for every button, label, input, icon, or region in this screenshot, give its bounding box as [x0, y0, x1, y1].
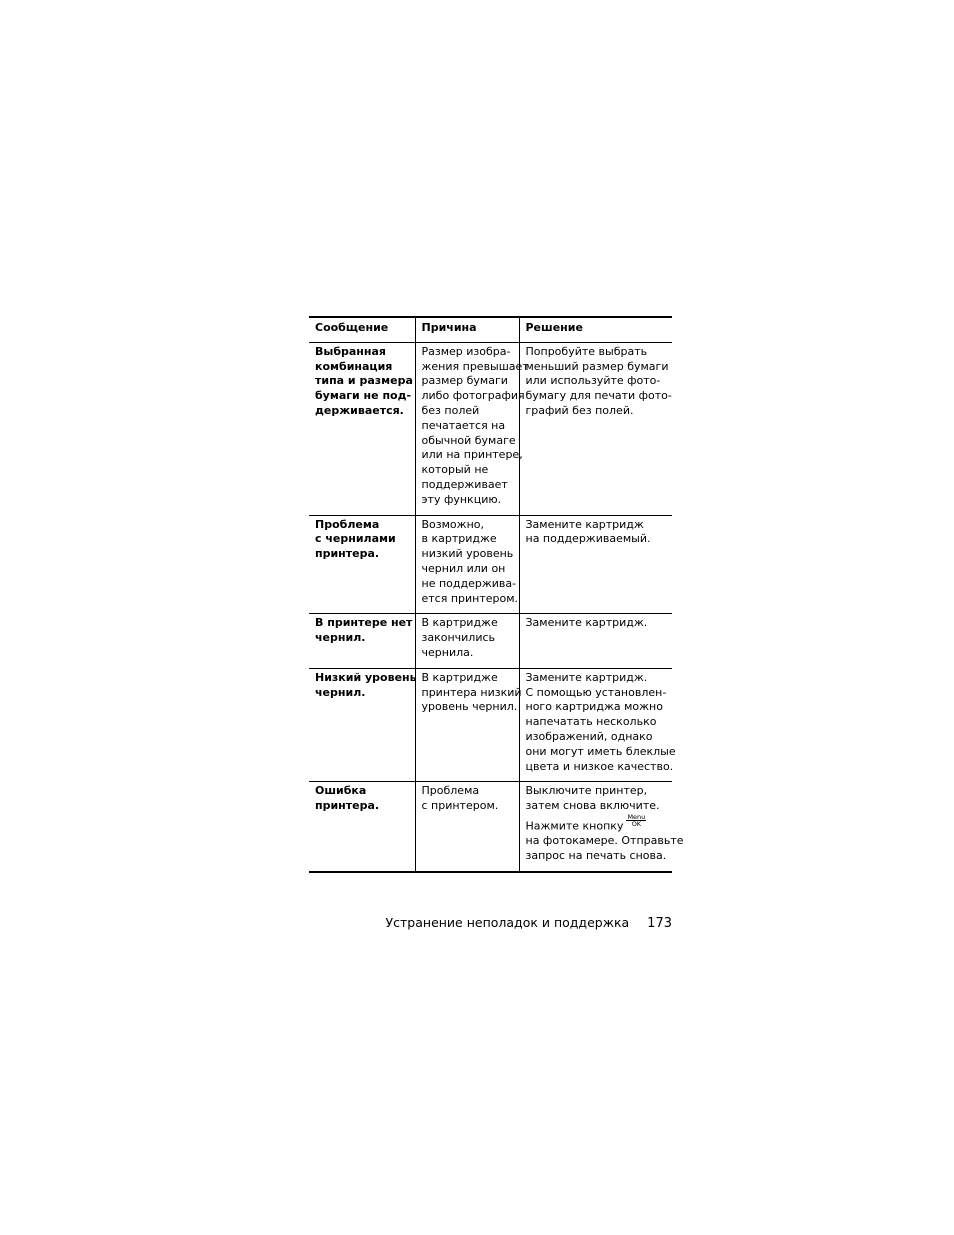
- solution-line-with-button: [526, 814, 669, 834]
- footer-section-title: Устранение неполадок и поддержка: [385, 915, 630, 930]
- press-button-text: Нажмите кнопку: [525, 819, 624, 833]
- message-line: Ошибка: [315, 784, 367, 798]
- cause-line: печатается на: [421, 418, 506, 432]
- cause-line: низкий уровень: [421, 547, 514, 561]
- solution-cell: [519, 515, 672, 614]
- message-line: Выбранная: [315, 344, 386, 358]
- solution-line: бумагу для печати фото-: [525, 389, 672, 403]
- troubleshooting-table: [309, 316, 684, 873]
- solution-line: С помощью установлен-: [525, 685, 667, 699]
- cause-line: уровень чернил.: [421, 700, 518, 714]
- cause-line: либо фотография: [421, 389, 525, 403]
- message-line: Низкий уровень: [315, 670, 417, 684]
- solution-cell: [519, 668, 676, 782]
- cause-line: обычной бумаге: [421, 433, 516, 447]
- cause-line: Проблема: [421, 784, 480, 798]
- solution-line: Выключите принтер,: [525, 784, 648, 798]
- solution-line: графий без полей.: [525, 403, 634, 417]
- cause-line: без полей: [421, 403, 480, 417]
- cause-line: В картридже: [421, 616, 498, 630]
- header-cause: Причина: [415, 317, 519, 342]
- cause-line: принтера низкий: [421, 685, 522, 699]
- solution-cell: [519, 614, 672, 668]
- table-row: [309, 515, 672, 614]
- cause-cell: [415, 782, 519, 872]
- cause-line: который не: [421, 463, 489, 477]
- message-cell: [309, 668, 415, 782]
- table-header-row: [309, 317, 672, 342]
- table-row: [309, 614, 672, 668]
- cause-line: размер бумаги: [421, 374, 508, 388]
- message-line: бумаги не под-: [315, 389, 412, 403]
- solution-cell: [519, 342, 672, 515]
- solution-line: изображений, однако: [525, 729, 653, 743]
- solution-line: меньший размер бумаги: [525, 359, 669, 373]
- table-row: [309, 668, 672, 782]
- cause-line: в картридже: [421, 532, 497, 546]
- solution-line: на поддерживаемый.: [525, 532, 651, 546]
- message-line: В принтере нет: [315, 616, 413, 630]
- cause-line: закончились: [421, 631, 496, 645]
- solution-line: или используйте фото-: [525, 374, 661, 388]
- solution-cell: [519, 782, 684, 872]
- cause-cell: [415, 342, 529, 515]
- header-solution: Решение: [519, 317, 672, 342]
- cause-line: В картридже: [421, 670, 498, 684]
- menu-ok-button-icon: [626, 814, 646, 828]
- cause-cell: [415, 668, 522, 782]
- cause-line: ется принтером.: [421, 591, 519, 605]
- page-number: 173: [647, 916, 672, 931]
- message-line: чернил.: [315, 631, 366, 645]
- cause-line: Размер изобра-: [421, 344, 511, 358]
- solution-line: затем снова включите.: [525, 799, 660, 813]
- header-message: Сообщение: [315, 321, 389, 334]
- cause-cell: [415, 515, 519, 614]
- solution-line: цвета и низкое качество.: [525, 759, 674, 773]
- ok-label: OK: [631, 820, 642, 829]
- cause-line: чернил или он: [421, 561, 506, 575]
- message-cell: [309, 342, 415, 515]
- message-line: типа и размера: [315, 374, 413, 388]
- message-line: принтера.: [315, 799, 380, 813]
- table-row: [309, 782, 672, 872]
- message-cell: [309, 782, 415, 872]
- cause-line: чернила.: [421, 645, 474, 659]
- message-line: с чернилами: [315, 532, 396, 546]
- solution-line: Замените картридж.: [525, 616, 648, 630]
- cause-line: эту функцию.: [421, 492, 502, 506]
- message-cell: [309, 515, 415, 614]
- solution-line: Замените картридж.: [525, 670, 648, 684]
- page-footer: [386, 915, 672, 931]
- message-line: Проблема: [315, 517, 380, 531]
- message-line: чернил.: [315, 685, 366, 699]
- cause-line: жения превышает: [421, 359, 529, 373]
- solution-line: Замените картридж: [525, 517, 644, 531]
- cause-line: с принтером.: [421, 799, 499, 813]
- message-line: комбинация: [315, 359, 393, 373]
- solution-line: Попробуйте выбрать: [525, 344, 648, 358]
- menu-label: Menu: [627, 812, 646, 821]
- message-line: принтера.: [315, 547, 380, 561]
- cause-line: не поддержива-: [421, 576, 517, 590]
- solution-line: напечатать несколько: [525, 715, 657, 729]
- solution-line: они могут иметь блеклые: [525, 744, 676, 758]
- table-row: [309, 342, 672, 515]
- cause-line: поддерживает: [421, 477, 508, 491]
- solution-line: на фотокамере. Отправьте: [525, 834, 684, 848]
- message-cell: [309, 614, 415, 668]
- solution-line: ного картриджа можно: [525, 700, 663, 714]
- cause-line: Возможно,: [421, 517, 484, 531]
- cause-line: или на принтере,: [421, 448, 523, 462]
- cause-cell: [415, 614, 519, 668]
- message-line: держивается.: [315, 403, 404, 417]
- solution-line: запрос на печать снова.: [525, 849, 667, 862]
